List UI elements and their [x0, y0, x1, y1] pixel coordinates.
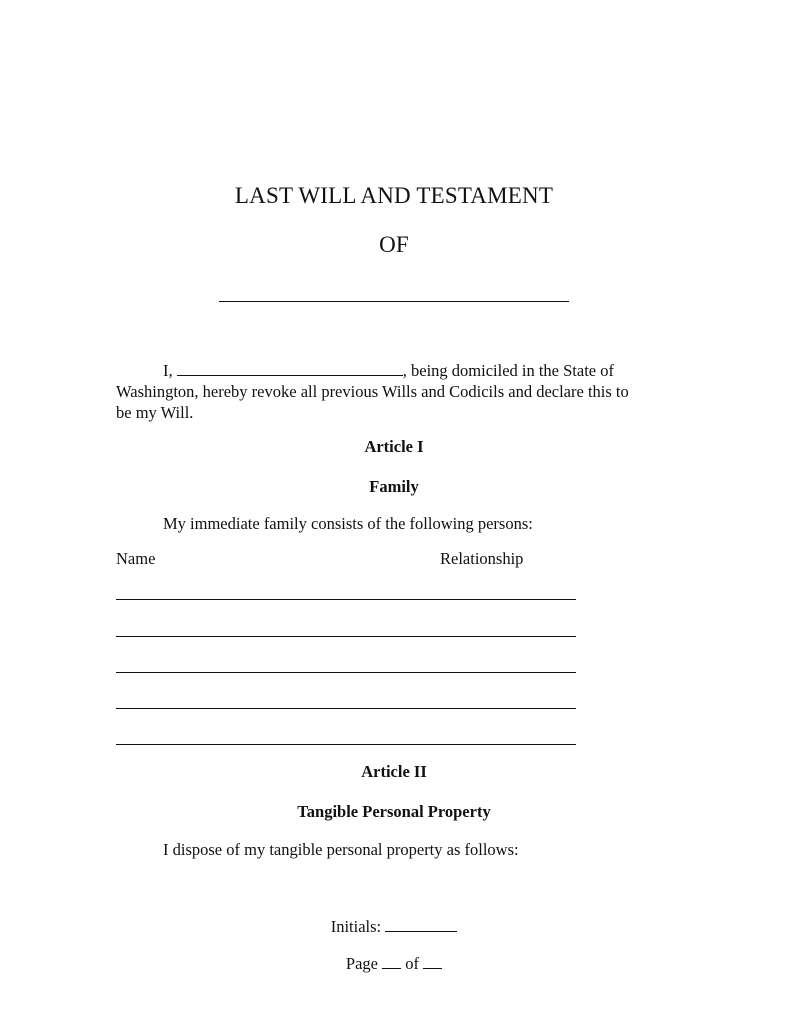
article-2-heading: Article II	[361, 762, 427, 781]
page-number-line	[0, 954, 788, 974]
article-2-subheading: Tangible Personal Property	[297, 802, 491, 821]
family-member-blank-row[interactable]	[116, 636, 576, 637]
family-member-blank-row[interactable]	[116, 599, 576, 600]
family-member-blank-row[interactable]	[116, 744, 576, 745]
declarant-name-blank[interactable]	[177, 361, 403, 376]
page-label: Page	[345, 954, 378, 973]
intro-line-3: be my Will.	[116, 403, 194, 422]
article-1-subheading: Family	[369, 477, 419, 496]
initials-blank[interactable]	[385, 917, 457, 932]
property-intro-text: I dispose of my tangible personal property as follows:	[163, 840, 519, 859]
family-member-blank-row[interactable]	[116, 672, 576, 673]
page-number-blank[interactable]	[382, 954, 401, 969]
initials-label: Initials:	[330, 917, 382, 936]
intro-line-1	[116, 360, 661, 381]
column-header-relationship: Relationship	[440, 549, 524, 568]
intro-paragraph	[116, 360, 661, 423]
article-1-heading: Article I	[364, 437, 424, 456]
of-label: of	[405, 954, 419, 973]
testator-name-blank[interactable]	[219, 301, 569, 302]
document-title-of: OF	[379, 232, 409, 257]
intro-line-2: Washington, hereby revoke all previous Wills and Codicils and declare this to	[116, 382, 629, 401]
document-title: LAST WILL AND TESTAMENT	[234, 183, 554, 208]
column-header-name: Name	[116, 549, 156, 568]
page-total-blank[interactable]	[423, 954, 442, 969]
intro-suffix: , being domiciled in the State of	[402, 361, 614, 380]
family-intro-text: My immediate family consists of the following persons:	[163, 514, 533, 533]
intro-prefix: I,	[163, 361, 173, 380]
family-member-blank-row[interactable]	[116, 708, 576, 709]
initials-line	[0, 917, 788, 937]
